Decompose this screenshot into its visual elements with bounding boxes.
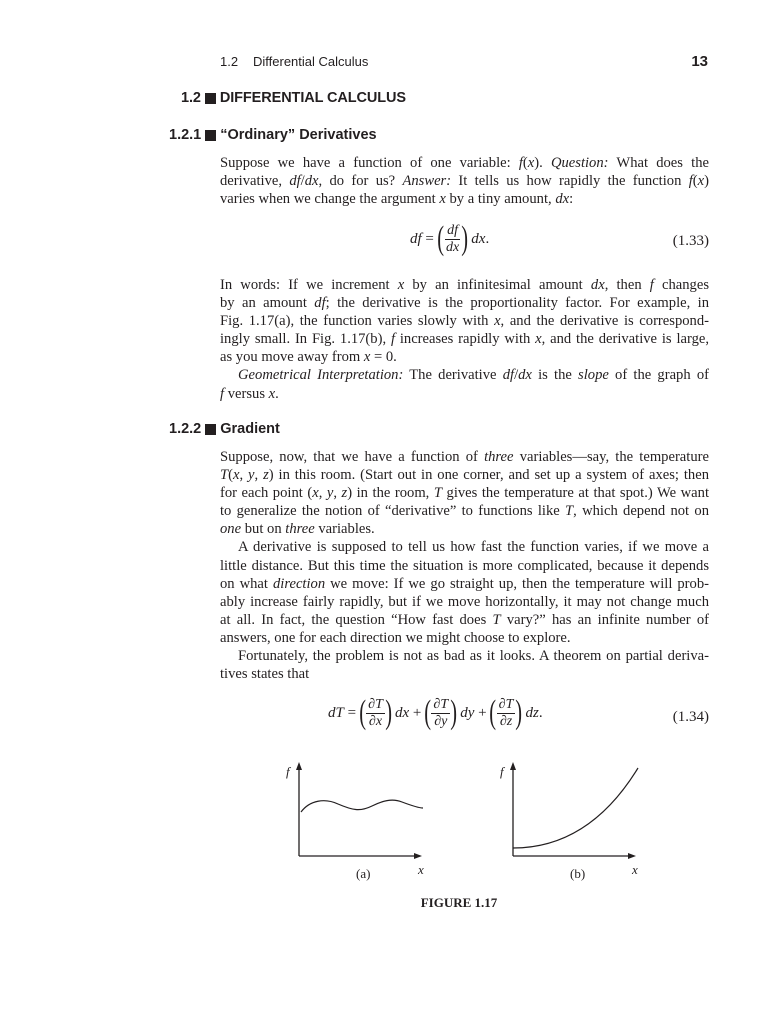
y-axis-arrow-icon [510,762,516,770]
text-line: T(x, y, z) in this room. (Start out in one corner, and set up a system of axes; then [220,467,710,484]
subsection-number: 1.2.1 [169,127,202,143]
figure-1-17 [280,760,650,890]
text-line: on what direction we move: If we go straight up, then the temperature will prob- [220,575,709,592]
text-line: little distance. But this time the situation is more complicated, because it depends [220,557,709,574]
text-line: A derivative is supposed to tell us how fast the function varies, if we move a [238,539,709,556]
running-head-section-title: Differential Calculus [253,54,369,69]
subsection-title: Gradient [220,421,280,437]
heading-square-icon [205,93,216,104]
text-line: Suppose we have a function of one variable: f(x). Question: What does the [220,155,709,171]
equation-1-33: df = ( $\frac{df}{dx}$ ) dx . [410,220,490,257]
text-line: tives states that [220,666,310,683]
running-head [220,54,710,74]
x-axis-arrow-icon [414,853,422,859]
text-line: Geometrical Interpretation: The derivative df/dx is the slope of the graph of [238,367,709,384]
paragraph-intro [220,154,709,208]
text-line: In words: If we increment x by an infinitesimal amount dx, then f changes [220,277,709,293]
section-number: 1.2 [181,90,201,106]
text-line: varies when we change the argument x by a tiny amount, dx: [220,191,574,208]
running-head-section-number: 1.2 [220,54,239,69]
panel-b-x-label: x [632,862,638,877]
panel-a-x-label: x [418,862,424,877]
text-line: as you move away from x = 0. [220,349,397,366]
text-line: Fortunately, the problem is not as bad as it looks. A theorem on partial deriva- [238,648,709,665]
subsection-number: 1.2.2 [169,421,202,437]
subsection-heading-gradient [169,421,280,437]
equation-number: (1.34) [672,709,709,725]
text-line: to generalize the notion of “derivative” to functions like T, which depend not on [220,503,709,520]
section-title: DIFFERENTIAL CALCULUS [219,90,406,106]
panel-b-y-label: f [500,764,504,779]
heading-square-icon [205,130,216,141]
y-axis-arrow-icon [296,762,302,770]
paragraph-in-words [220,276,709,403]
text-line: ably increase fairly rapidly, but if we move horizontally, it may not change much [220,593,709,610]
heading-square-icon [205,424,216,435]
text-line: for each point (x, y, z) in the room, T gives the temperature at that spot.) We want [220,485,709,502]
text-line: Suppose, now, that we have a function of three variables—say, the temperature [220,449,709,465]
rapidly-increasing-curve [513,768,638,848]
page-number: 13 [691,53,708,70]
panel-a-label: (a) [356,866,371,881]
text-line: derivative, df/dx, do for us? Answer: It tells us how rapidly the function f(x) [220,173,709,190]
subsection-title: “Ordinary” Derivatives [220,127,377,143]
text-line: f versus x. [220,385,279,402]
text-line: at all. In fact, the question “How fast does T vary?” has an infinite number of [220,611,709,628]
figure-panel-b [510,762,638,859]
equation-number: (1.33) [672,233,709,249]
text-line: ingly small. In Fig. 1.17(b), f increases rapidly with x, and the derivative is large, [220,331,710,348]
panel-b-label: (b) [570,866,586,881]
text-line: by an amount df; the derivative is the proportionality factor. For example, in [220,295,709,312]
text-line: one but on three variables. [220,521,375,538]
subsection-heading-ordinary-derivatives [169,127,377,143]
figure-panel-a [296,762,423,859]
slowly-varying-curve [301,800,423,812]
panel-a-y-label: f [286,764,290,779]
text-line: answers, one for each direction we might choose to explore. [220,629,571,646]
equation-1-34: dT = ( $\frac{\partial T}{\partial x}$ ) dx + ( $\frac{\partial T}{\partial y}$ ) dy + ( $\frac{\partial T}{\partial z}$ ) dz . [328,694,543,731]
figure-caption: FIGURE 1.17 [420,895,498,910]
text-line: Fig. 1.17(a), the function varies slowly with x, and the derivative is correspond- [220,313,709,330]
section-heading [181,90,406,106]
x-axis-arrow-icon [628,853,636,859]
paragraph-gradient [220,448,709,683]
